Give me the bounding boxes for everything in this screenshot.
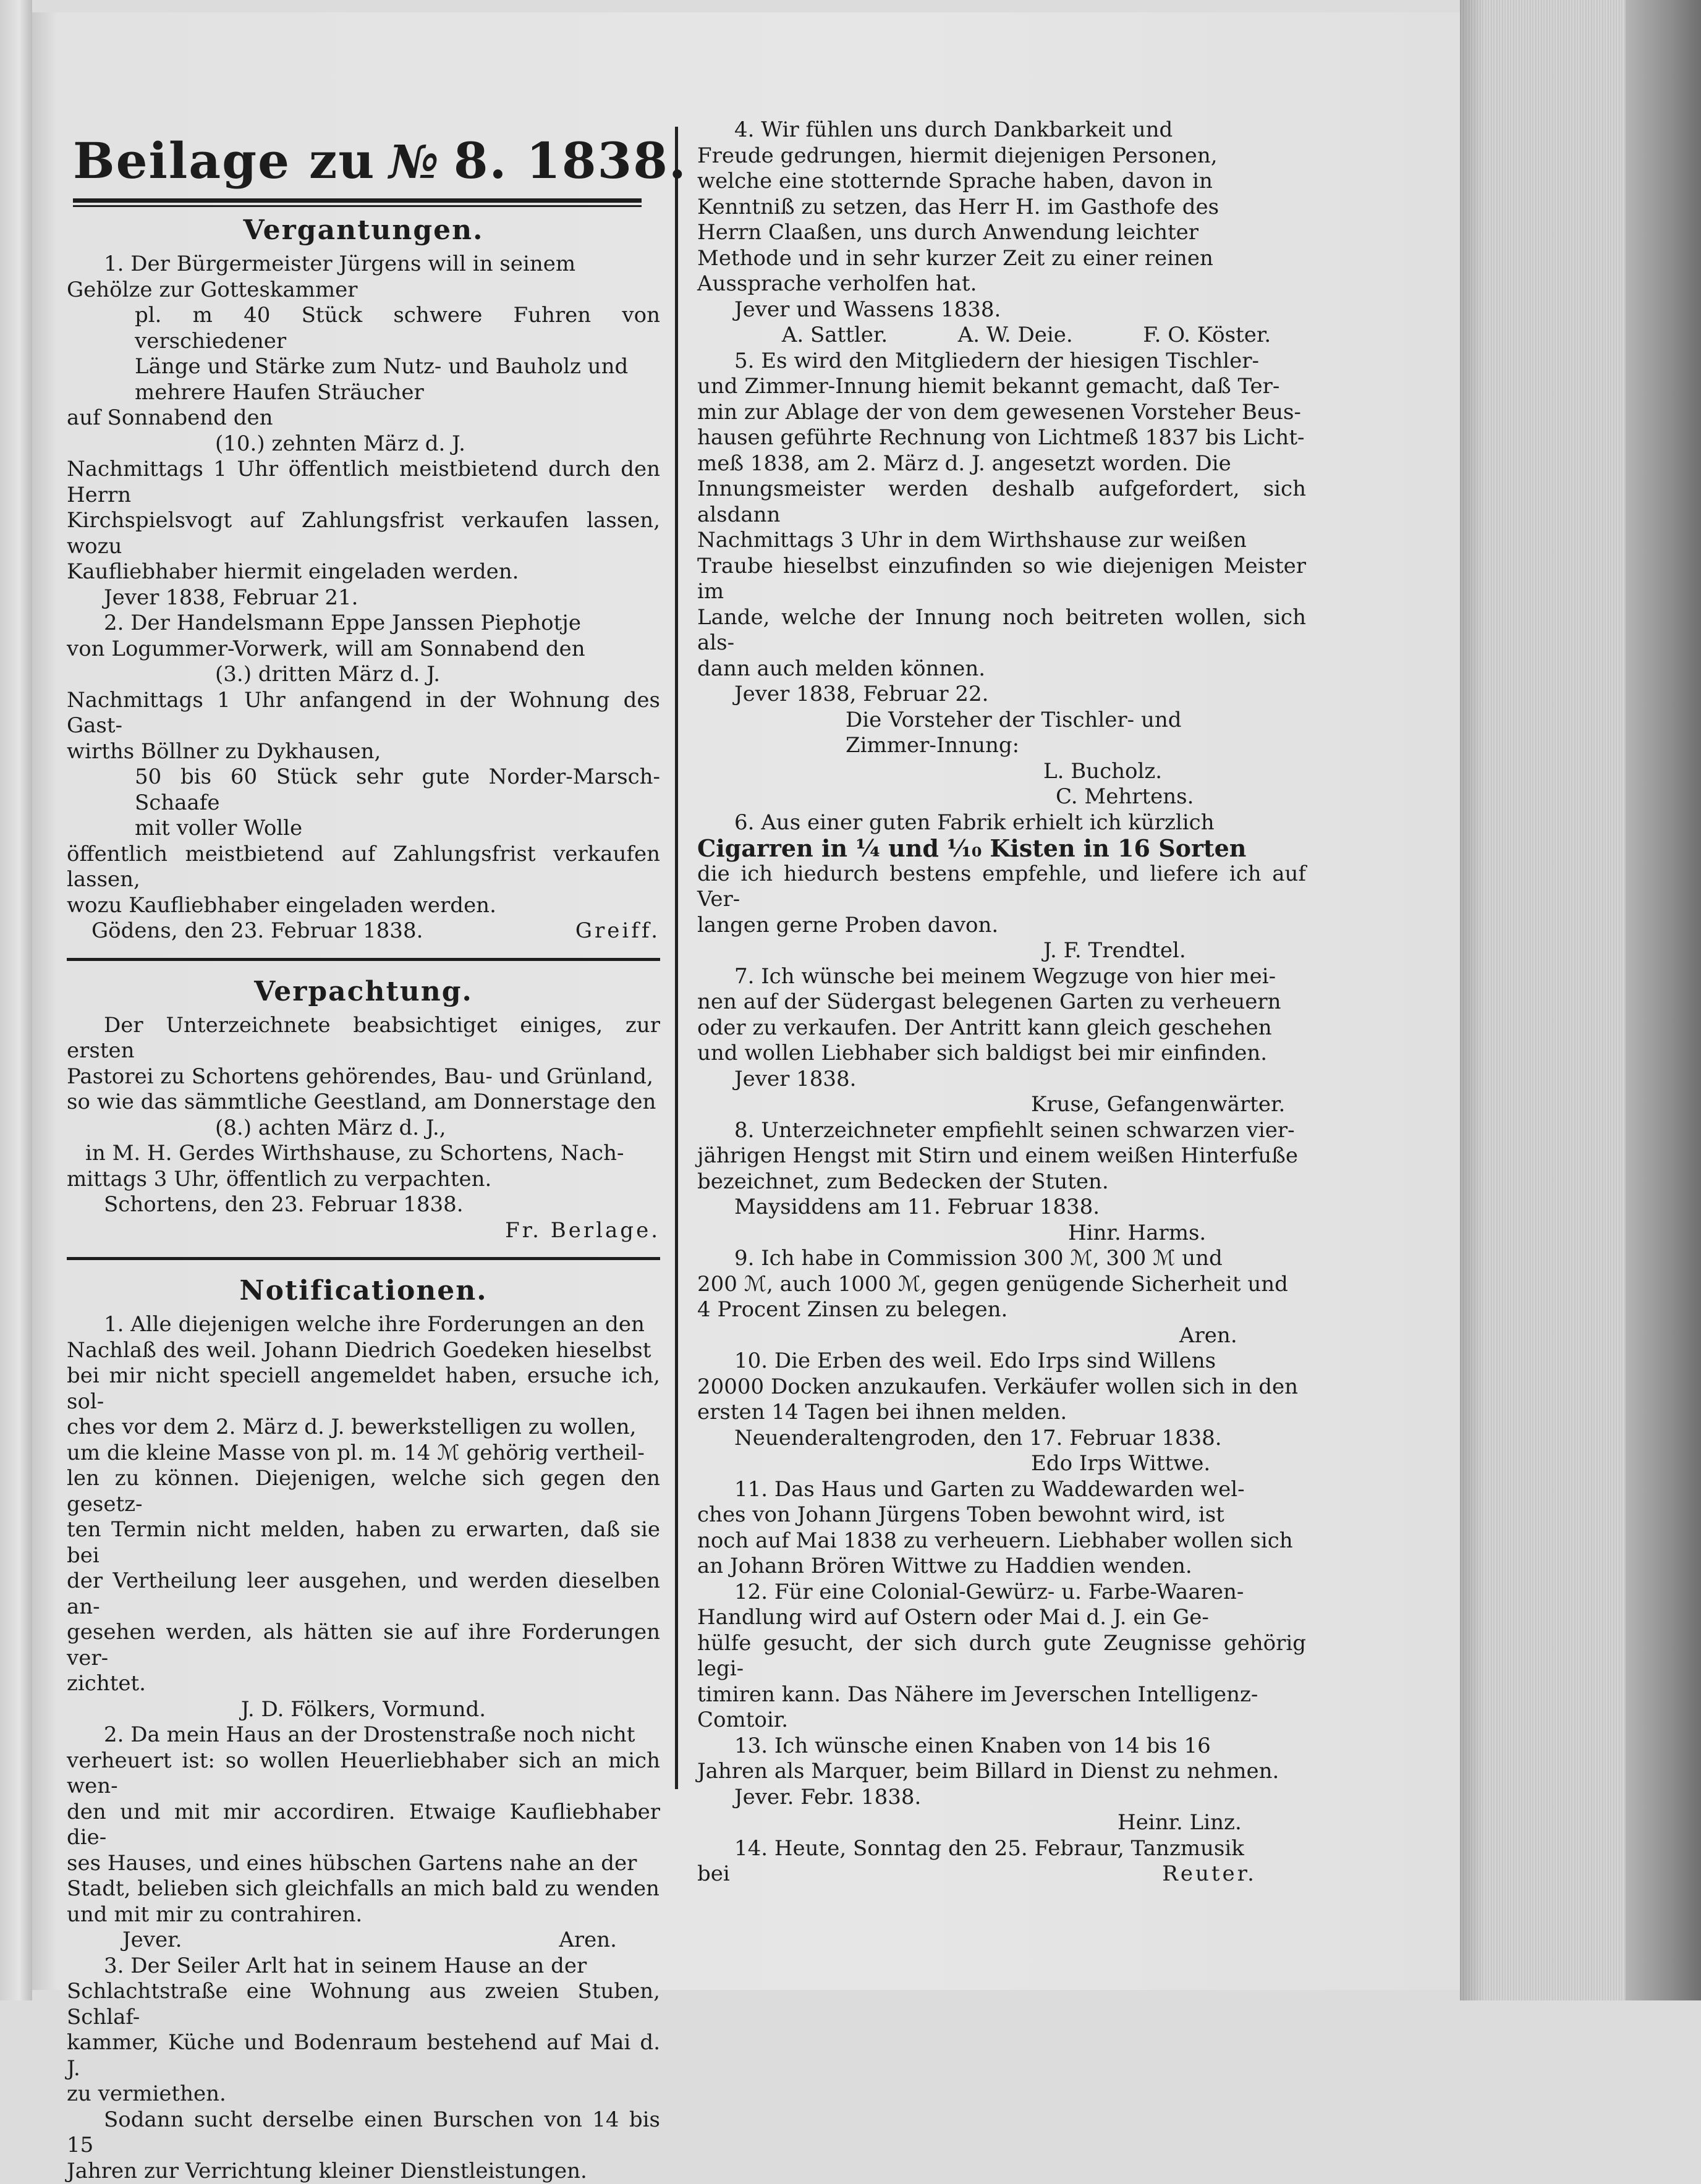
text-line: pl. m 40 Stück schwere Fuhren von verschiedener xyxy=(67,303,660,354)
place: Jever. xyxy=(67,1928,182,1953)
text-line: Handlung wird auf Ostern oder Mai d. J. ein Ge- xyxy=(697,1605,1306,1631)
text-line: Methode und in sehr kurzer Zeit zu einer reinen xyxy=(697,246,1306,272)
masthead xyxy=(73,130,660,193)
text-line: Innungsmeister werden deshalb aufgefordert, sich alsdann xyxy=(697,476,1306,528)
text-line: Jever 1838. xyxy=(697,1067,1306,1093)
text-line: Herrn Claaßen, uns durch Anwendung leichter xyxy=(697,220,1306,246)
signature: Aren. xyxy=(697,1323,1306,1349)
text-line: Schlachtstraße eine Wohnung aus zweien Stuben, Schlaf- xyxy=(67,1979,660,2030)
text-line: 13. Ich wünsche einen Knaben von 14 bis 16 xyxy=(697,1733,1306,1759)
text-line: ses Hauses, und eines hübschen Gartens nahe an der xyxy=(67,1851,660,1877)
text-line: 3. Der Seiler Arlt hat in seinem Hause an der xyxy=(67,1953,660,1979)
signature: Greiff. xyxy=(575,918,660,944)
signature: L. Bucholz. xyxy=(697,759,1306,785)
text-line: jährigen Hengst mit Stirn und einem weißen Hinterfuße xyxy=(697,1143,1306,1169)
signature-row xyxy=(67,918,660,944)
text-line: gesehen werden, als hätten sie auf ihre Forderungen ver- xyxy=(67,1620,660,1671)
signature: Edo Irps Wittwe. xyxy=(697,1451,1306,1477)
column-rule xyxy=(675,127,678,1789)
text-line: mehrere Haufen Sträucher xyxy=(67,380,660,406)
text-line: verheuert ist: so wollen Heuerliebhaber sich an mich wen- xyxy=(67,1748,660,1800)
text-line: öffentlich meistbietend auf Zahlungsfrist verkaufen lassen, xyxy=(67,842,660,893)
signature: Hinr. Harms. xyxy=(697,1221,1306,1246)
signature: A. Sattler. xyxy=(782,323,888,349)
signature-row xyxy=(67,1928,660,1953)
section-heading-notificationen: Notificationen. xyxy=(67,1272,660,1310)
text-line: 50 bis 60 Stück sehr gute Norder-Marsch-Schaafe xyxy=(67,764,660,816)
text-line: 4. Wir fühlen uns durch Dankbarkeit und xyxy=(697,117,1306,143)
signature: C. Mehrtens. xyxy=(697,784,1306,810)
text-line: die ich hiedurch bestens empfehle, und liefere ich auf Ver- xyxy=(697,861,1306,913)
masthead-number: 8. 1838. xyxy=(454,132,687,190)
text-line: Zimmer-Innung: xyxy=(697,733,1306,759)
text-line: Maysiddens am 11. Februar 1838. xyxy=(697,1195,1306,1221)
section-heading-verpachtung: Verpachtung. xyxy=(67,973,660,1010)
text-line: Gehölze zur Gotteskammer xyxy=(67,277,660,303)
text-line: len zu können. Diejenigen, welche sich gegen den gesetz- xyxy=(67,1466,660,1517)
text-line: kammer, Küche und Bodenraum bestehend auf Mai d. J. xyxy=(67,2030,660,2081)
signature: J. D. Fölkers, Vormund. xyxy=(67,1697,660,1723)
text-line: dann auch melden können. xyxy=(697,656,1306,682)
signature: Aren. xyxy=(559,1928,660,1953)
previous-page-edge xyxy=(0,0,32,2000)
text-line: hausen geführte Rechnung von Lichtmeß 1837 bis Licht- xyxy=(697,425,1306,451)
text-line: welche eine stotternde Sprache haben, davon in xyxy=(697,169,1306,195)
text-line: 4 Procent Zinsen zu belegen. xyxy=(697,1297,1306,1323)
text-line: meß 1838, am 2. März d. J. angesetzt worden. Die xyxy=(697,451,1306,477)
text-line: Der Unterzeichnete beabsichtiget einiges, zur ersten xyxy=(67,1013,660,1064)
text-line: um die kleine Masse von pl. m. 14 ℳ gehörig vertheil- xyxy=(67,1441,660,1467)
text-line: Lande, welche der Innung noch beitreten wollen, sich als- xyxy=(697,605,1306,656)
text-line: Comtoir. xyxy=(697,1708,1306,1733)
text-line: mittags 3 Uhr, öffentlich zu verpachten. xyxy=(67,1167,660,1193)
text-line: 8. Unterzeichneter empfiehlt seinen schwarzen vier- xyxy=(697,1118,1306,1144)
signature: Reuter. xyxy=(1162,1861,1306,1887)
text-line: und mit mir zu contrahiren. xyxy=(67,1902,660,1928)
text-line: min zur Ablage der von dem gewesenen Vorsteher Beus- xyxy=(697,400,1306,426)
text-line: noch auf Mai 1838 zu verheuern. Liebhaber wollen sich xyxy=(697,1528,1306,1554)
text-line: 1. Alle diejenigen welche ihre Forderungen an den xyxy=(67,1312,660,1338)
text-line: 11. Das Haus und Garten zu Waddewarden wel- xyxy=(697,1477,1306,1503)
text-line: (3.) dritten März d. J. xyxy=(67,662,660,688)
text-line: bezeichnet, zum Bedecken der Stuten. xyxy=(697,1169,1306,1195)
text-line: 12. Für eine Colonial-Gewürz- u. Farbe-Waaren- xyxy=(697,1580,1306,1606)
text-line: Kenntniß zu setzen, das Herr H. im Gasthofe des xyxy=(697,195,1306,221)
text-line: 20000 Docken anzukaufen. Verkäufer wollen sich in den xyxy=(697,1374,1306,1400)
text-line: Nachmittags 3 Uhr in dem Wirthshause zur weißen xyxy=(697,528,1306,554)
text-line: Länge und Stärke zum Nutz- und Bauholz und xyxy=(67,354,660,380)
text-line: Freude gedrungen, hiermit diejenigen Personen, xyxy=(697,143,1306,169)
text-line: zichtet. xyxy=(67,1671,660,1697)
text-line: Stadt, belieben sich gleichfalls an mich bald zu wenden xyxy=(67,1876,660,1902)
text-line: 14. Heute, Sonntag den 25. Febraur, Tanzmusik xyxy=(697,1836,1306,1862)
page-shadow xyxy=(1460,0,1485,2000)
text-line: und wollen Liebhaber sich baldigst bei mir einfinden. xyxy=(697,1041,1306,1067)
text-line: Die Vorsteher der Tischler- und xyxy=(697,708,1306,734)
text-line: an Johann Brören Wittwe zu Haddien wenden. xyxy=(697,1554,1306,1580)
text-line: zu vermiethen. xyxy=(67,2081,660,2107)
text-line: bei mir nicht speciell angemeldet haben, ersuche ich, sol- xyxy=(67,1363,660,1415)
text-line: ches vor dem 2. März d. J. bewerkstelligen zu wollen, xyxy=(67,1415,660,1441)
text-line: 2. Der Handelsmann Eppe Janssen Piephotje xyxy=(67,611,660,637)
text-line: Jever 1838, Februar 21. xyxy=(67,585,660,611)
text-line: den und mit mir accordiren. Etwaige Kaufliebhaber die- xyxy=(67,1800,660,1851)
text-line: so wie das sämmtliche Geestland, am Donnerstage den xyxy=(67,1090,660,1115)
text-line: bei xyxy=(697,1861,730,1887)
text-line: Jahren als Marquer, beim Billard in Dienst zu nehmen. xyxy=(697,1759,1306,1785)
text-line: Sodann sucht derselbe einen Burschen von 14 bis 15 xyxy=(67,2107,660,2159)
text-line: nen auf der Südergast belegenen Garten zu verheuern xyxy=(697,989,1306,1015)
text-line: Kirchspielsvogt auf Zahlungsfrist verkaufen lassen, wozu xyxy=(67,508,660,559)
number-sign: № xyxy=(389,136,439,189)
signature: Fr. Berlage. xyxy=(67,1218,660,1244)
text-line: Jever. Febr. 1838. xyxy=(697,1785,1306,1811)
text-line: 6. Aus einer guten Fabrik erhielt ich kürzlich xyxy=(697,810,1306,836)
text-line: und Zimmer-Innung hiemit bekannt gemacht, daß Ter- xyxy=(697,374,1306,400)
section-divider xyxy=(67,958,660,961)
signature-row xyxy=(697,323,1306,349)
text-line: 10. Die Erben des weil. Edo Irps sind Willens xyxy=(697,1348,1306,1374)
text-line: Kaufliebhaber hiermit eingeladen werden. xyxy=(67,559,660,585)
text-line: auf Sonnabend den xyxy=(67,405,660,431)
place-date: Gödens, den 23. Februar 1838. xyxy=(67,918,423,944)
text-line: von Logummer-Vorwerk, will am Sonnabend den xyxy=(67,637,660,662)
signature: F. O. Köster. xyxy=(1143,323,1271,349)
signature: Heinr. Linz. xyxy=(697,1810,1306,1836)
text-line: Jahren zur Verrichtung kleiner Dienstleistungen. xyxy=(67,2159,660,2184)
text-line: Neuenderaltengroden, den 17. Februar 1838. xyxy=(697,1426,1306,1452)
text-line: Cigarren in ¼ und ⅒ Kisten in 16 Sorten xyxy=(697,836,1306,861)
text-line: Traube hieselbst einzufinden so wie diejenigen Meister im xyxy=(697,554,1306,605)
text-line: Schortens, den 23. Februar 1838. xyxy=(67,1192,660,1218)
text-line: ches von Johann Jürgens Toben bewohnt wird, ist xyxy=(697,1502,1306,1528)
text-line: langen gerne Proben davon. xyxy=(697,913,1306,939)
text-line: Nachmittags 1 Uhr öffentlich meistbietend durch den Herrn xyxy=(67,457,660,508)
text-line: timiren kann. Das Nähere im Jeverschen Intelligenz- xyxy=(697,1682,1306,1708)
signature: A. W. Deie. xyxy=(958,323,1073,349)
text-line: (8.) achten März d. J., xyxy=(67,1115,660,1141)
text-line: 1. Der Bürgermeister Jürgens will in seinem xyxy=(67,252,660,277)
text-line: ten Termin nicht melden, haben zu erwarten, daß sie bei xyxy=(67,1517,660,1568)
masthead-rule-thick xyxy=(73,198,642,203)
text-line: Jever 1838, Februar 22. xyxy=(697,682,1306,708)
section-divider xyxy=(67,1257,660,1260)
text-line: Nachmittags 1 Uhr anfangend in der Wohnung des Gast- xyxy=(67,688,660,739)
text-line: hülfe gesucht, der sich durch gute Zeugnisse gehörig legi- xyxy=(697,1631,1306,1682)
text-line: 200 ℳ, auch 1000 ℳ, gegen genügende Sicherheit und xyxy=(697,1272,1306,1298)
section-heading-vergantungen: Vergantungen. xyxy=(67,212,660,249)
text-line: ersten 14 Tagen bei ihnen melden. xyxy=(697,1400,1306,1426)
text-line: 5. Es wird den Mitgliedern der hiesigen Tischler- xyxy=(697,349,1306,375)
masthead-rule-thin xyxy=(73,205,642,207)
book-spine xyxy=(1626,0,1701,2000)
text-line: Jever und Wassens 1838. xyxy=(697,297,1306,323)
text-line: wirths Böllner zu Dykhausen, xyxy=(67,739,660,765)
text-line: mit voller Wolle xyxy=(67,816,660,842)
text-line: Nachlaß des weil. Johann Diedrich Goedeken hieselbst xyxy=(67,1338,660,1364)
signature: Kruse, Gefangenwärter. xyxy=(697,1092,1306,1118)
text-line: wozu Kaufliebhaber eingeladen werden. xyxy=(67,893,660,919)
left-column xyxy=(67,117,660,2184)
text-line: (10.) zehnten März d. J. xyxy=(67,431,660,457)
text-line: 7. Ich wünsche bei meinem Wegzuge von hier mei- xyxy=(697,964,1306,990)
right-column xyxy=(697,117,1306,1887)
text-line: der Vertheilung leer ausgehen, und werden dieselben an- xyxy=(67,1568,660,1620)
text-line: in M. H. Gerdes Wirthshause, zu Schortens, Nach- xyxy=(67,1141,660,1167)
signature-row xyxy=(697,1861,1306,1887)
text-line: Pastorei zu Schortens gehörendes, Bau- und Grünland, xyxy=(67,1064,660,1090)
signature: J. F. Trendtel. xyxy=(697,938,1306,964)
text-line: 2. Da mein Haus an der Drostenstraße noch nicht xyxy=(67,1722,660,1748)
text-line: 9. Ich habe in Commission 300 ℳ, 300 ℳ und xyxy=(697,1246,1306,1272)
text-line: Aussprache verholfen hat. xyxy=(697,271,1306,297)
masthead-prefix: Beilage zu xyxy=(73,132,375,190)
text-line: oder zu verkaufen. Der Antritt kann gleich geschehen xyxy=(697,1015,1306,1041)
